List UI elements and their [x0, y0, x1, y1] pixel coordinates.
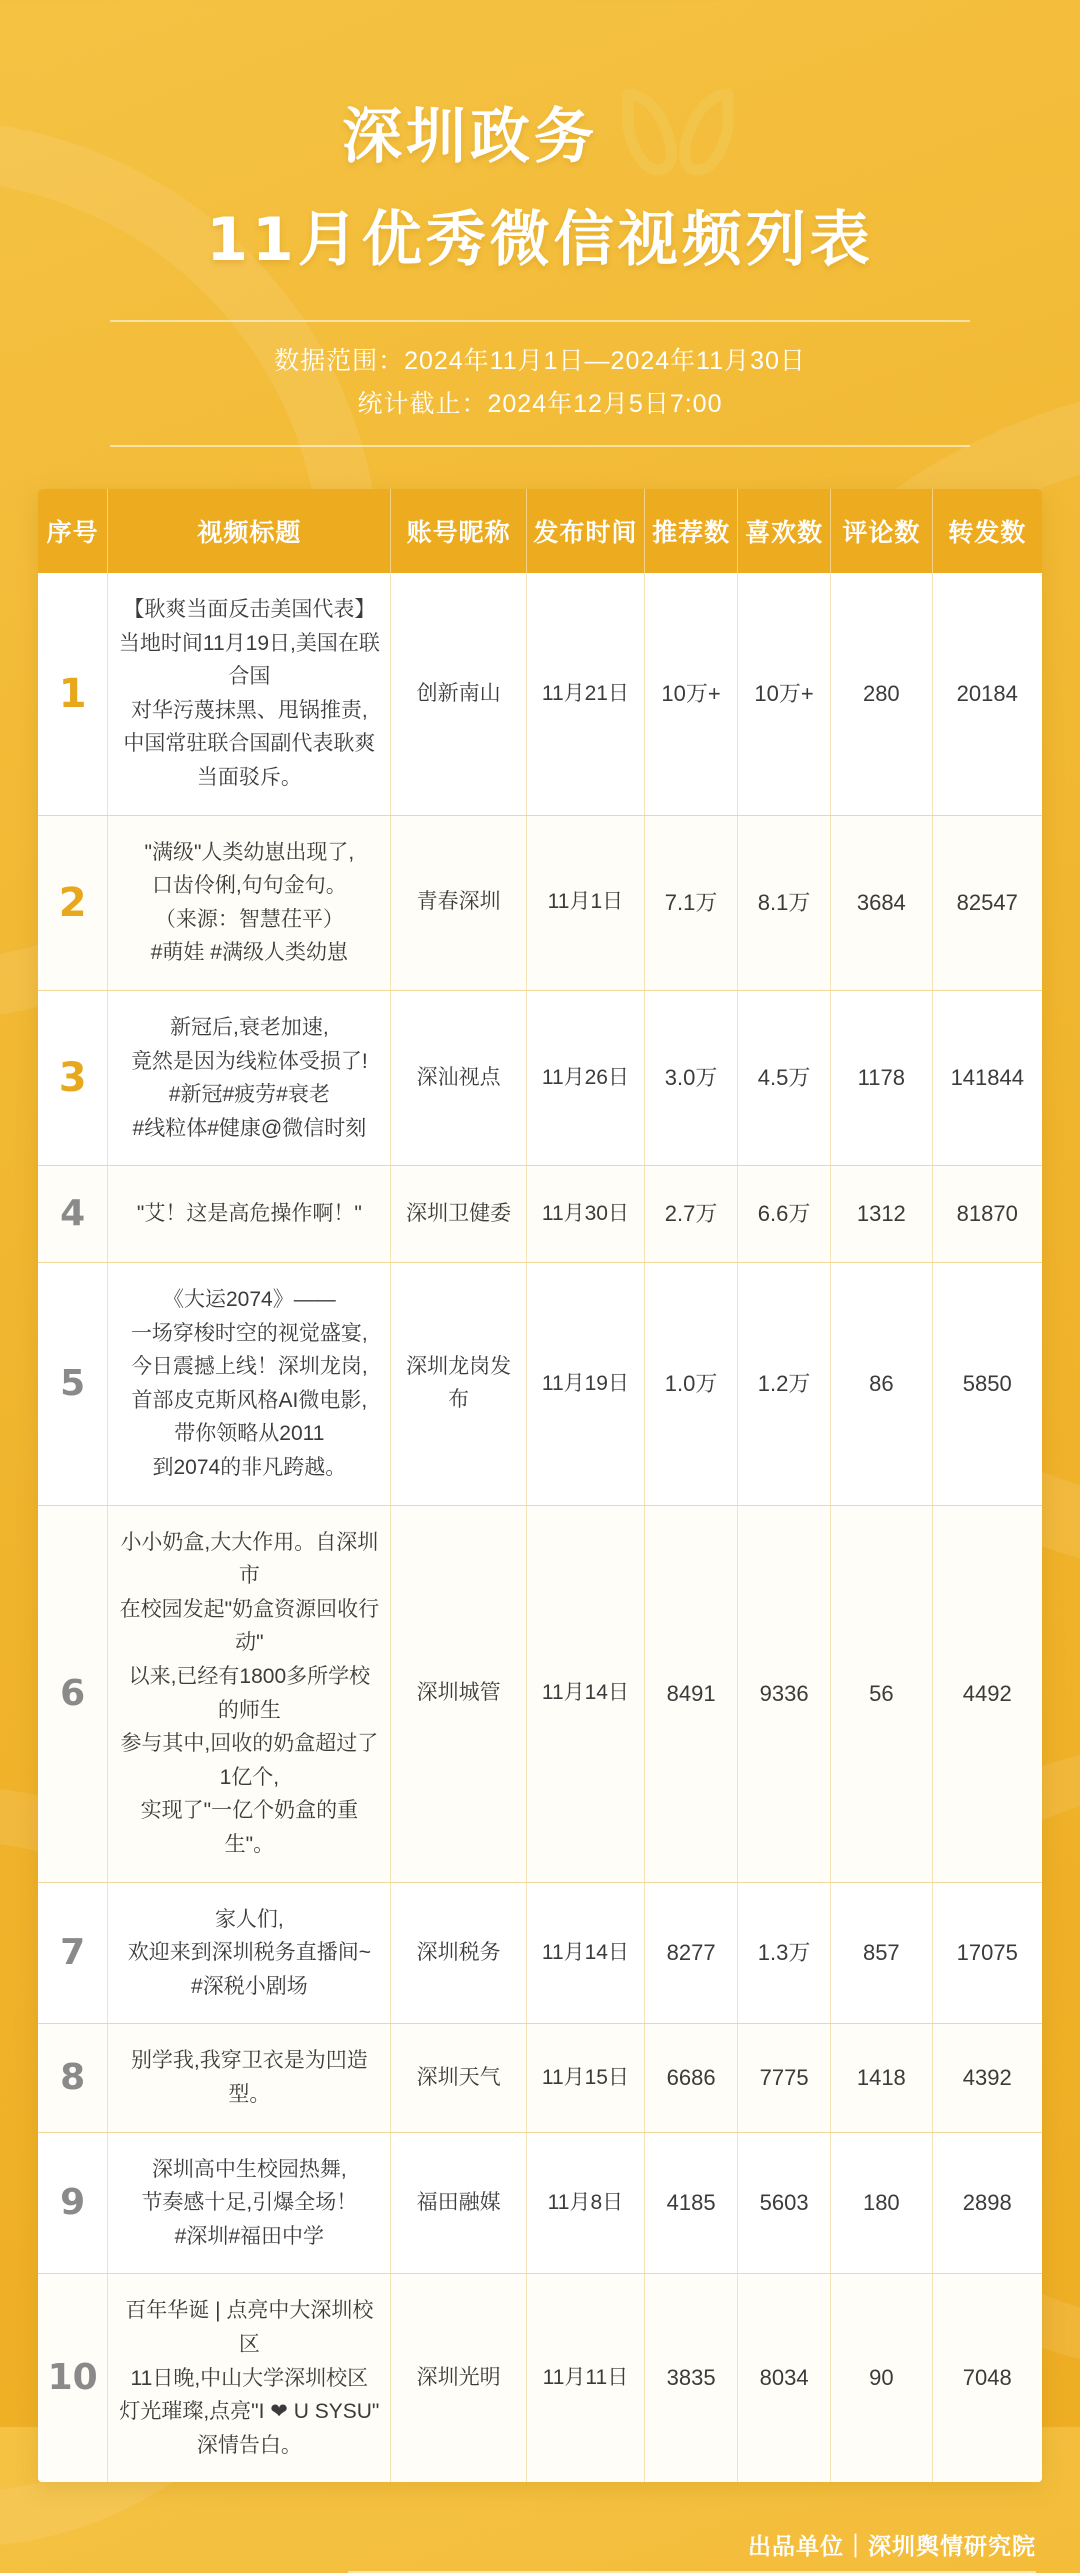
table-row	[38, 1505, 1042, 1882]
cell-comment-count: 56	[831, 1505, 932, 1882]
cell-account-name: 深圳卫健委	[391, 1166, 526, 1263]
cell-like-count: 1.3万	[738, 1882, 831, 2024]
table-row	[38, 990, 1042, 1165]
cell-account-name: 深圳光明	[391, 2274, 526, 2482]
rank-number: 10	[47, 2357, 98, 2399]
cell-like-count: 8.1万	[738, 815, 831, 990]
cell-like-count: 4.5万	[738, 990, 831, 1165]
publisher-text: 出品单位｜深圳舆情研究院	[348, 2528, 1036, 2573]
rank-number: 4	[60, 1193, 86, 1235]
table-row	[38, 2274, 1042, 2482]
cell-recommend-count: 2.7万	[645, 1166, 738, 1263]
cell-comment-count: 3684	[831, 815, 932, 990]
table-body	[38, 573, 1042, 2482]
column-header-title: 视频标题	[108, 489, 391, 573]
cell-share-count: 7048	[932, 2274, 1042, 2482]
ranking-table	[38, 489, 1042, 2482]
column-header-like: 喜欢数	[738, 489, 831, 573]
cell-recommend-count: 3835	[645, 2274, 738, 2482]
cell-rank	[38, 2024, 108, 2132]
cell-publish-time: 11月1日	[526, 815, 644, 990]
cell-video-title: 新冠后,衰老加速, 竟然是因为线粒体受损了! #新冠#疲劳#衰老 #线粒体#健康@微信时刻	[108, 990, 391, 1165]
cell-rank	[38, 1505, 108, 1882]
cell-share-count: 20184	[932, 573, 1042, 815]
rank-number: 7	[60, 1932, 86, 1974]
column-header-time: 发布时间	[526, 489, 644, 573]
cell-rank	[38, 2274, 108, 2482]
table-row	[38, 2132, 1042, 2274]
cell-recommend-count: 6686	[645, 2024, 738, 2132]
column-header-share: 转发数	[932, 489, 1042, 573]
cell-like-count: 6.6万	[738, 1166, 831, 1263]
meta-block	[110, 320, 970, 447]
cell-account-name: 深圳城管	[391, 1505, 526, 1882]
column-header-account: 账号昵称	[391, 489, 526, 573]
poster-footer	[38, 2528, 1042, 2573]
title-row	[38, 86, 1042, 178]
cell-account-name: 青春深圳	[391, 815, 526, 990]
cell-comment-count: 1312	[831, 1166, 932, 1263]
cell-share-count: 4392	[932, 2024, 1042, 2132]
table-row	[38, 815, 1042, 990]
cell-account-name: 深圳龙岗发布	[391, 1263, 526, 1506]
cell-publish-time: 11月26日	[526, 990, 644, 1165]
shenzhen-wings-logo-icon	[618, 86, 738, 178]
page-title: 深圳政务	[342, 102, 598, 172]
cell-publish-time: 11月8日	[526, 2132, 644, 2274]
cell-comment-count: 280	[831, 573, 932, 815]
cell-video-title: 家人们, 欢迎来到深圳税务直播间~ #深税小剧场	[108, 1882, 391, 2024]
cell-publish-time: 11月14日	[526, 1882, 644, 2024]
column-header-rank: 序号	[38, 489, 108, 573]
rank-number: 8	[60, 2057, 86, 2099]
cell-rank	[38, 573, 108, 815]
cell-publish-time: 11月11日	[526, 2274, 644, 2482]
cell-rank	[38, 1166, 108, 1263]
cell-like-count: 9336	[738, 1505, 831, 1882]
cell-account-name: 福田融媒	[391, 2132, 526, 2274]
cell-rank	[38, 1263, 108, 1506]
cell-share-count: 5850	[932, 1263, 1042, 1506]
cell-video-title: 《大运2074》—— 一场穿梭时空的视觉盛宴, 今日震撼上线！深圳龙岗, 首部皮克斯风格AI微电影, 带你领略从2011 到2074的非凡跨越。	[108, 1263, 391, 1506]
cell-comment-count: 180	[831, 2132, 932, 2274]
cell-recommend-count: 1.0万	[645, 1263, 738, 1506]
cell-publish-time: 11月21日	[526, 573, 644, 815]
cell-comment-count: 90	[831, 2274, 932, 2482]
column-header-recommend: 推荐数	[645, 489, 738, 573]
ranking-table-container	[38, 489, 1042, 2482]
cell-rank	[38, 990, 108, 1165]
table-header	[38, 489, 1042, 573]
table-row	[38, 2024, 1042, 2132]
cell-share-count: 4492	[932, 1505, 1042, 1882]
table-row	[38, 1166, 1042, 1263]
cell-video-title: 深圳高中生校园热舞, 节奏感十足,引爆全场！ #深圳#福田中学	[108, 2132, 391, 2274]
cell-video-title: 百年华诞 | 点亮中大深圳校区 11日晚,中山大学深圳校区 灯光璀璨,点亮"I ❤ U SYSU" 深情告白。	[108, 2274, 391, 2482]
cell-video-title: 小小奶盒,大大作用。自深圳市 在校园发起"奶盒资源回收行动" 以来,已经有1800多所学校的师生 参与其中,回收的奶盒超过了1亿个, 实现了"一亿个奶盒的重生"。	[108, 1505, 391, 1882]
cell-recommend-count: 10万+	[645, 573, 738, 815]
rank-number: 5	[60, 1362, 86, 1404]
poster-header	[38, 0, 1042, 447]
cell-video-title: "艾！这是高危操作啊！"	[108, 1166, 391, 1263]
table-row	[38, 573, 1042, 815]
cell-like-count: 7775	[738, 2024, 831, 2132]
table-header-row	[38, 489, 1042, 573]
cell-publish-time: 11月19日	[526, 1263, 644, 1506]
cell-video-title: 别学我,我穿卫衣是为凹造型。	[108, 2024, 391, 2132]
cell-comment-count: 857	[831, 1882, 932, 2024]
rank-number: 9	[60, 2182, 86, 2224]
cell-recommend-count: 3.0万	[645, 990, 738, 1165]
cell-video-title: 【耿爽当面反击美国代表】 当地时间11月19日,美国在联合国 对华污蔑抹黑、甩锅推责, 中国常驻联合国副代表耿爽 当面驳斥。	[108, 573, 391, 815]
column-header-comment: 评论数	[831, 489, 932, 573]
cell-rank	[38, 1882, 108, 2024]
cell-like-count: 5603	[738, 2132, 831, 2274]
cell-share-count: 81870	[932, 1166, 1042, 1263]
cell-publish-time: 11月30日	[526, 1166, 644, 1263]
statistics-cutoff-text: 统计截止：2024年12月5日7:00	[357, 389, 723, 418]
page-subtitle: 11月优秀微信视频列表	[206, 205, 874, 275]
cell-account-name: 深圳天气	[391, 2024, 526, 2132]
rank-number: 3	[58, 1055, 87, 1102]
cell-account-name: 创新南山	[391, 573, 526, 815]
rank-number: 2	[58, 879, 87, 926]
cell-rank	[38, 815, 108, 990]
cell-video-title: "满级"人类幼崽出现了, 口齿伶俐,句句金句。 （来源：智慧茌平） #萌娃 #满级人类幼崽	[108, 815, 391, 990]
cell-recommend-count: 4185	[645, 2132, 738, 2274]
rank-number: 6	[60, 1672, 86, 1714]
cell-rank	[38, 2132, 108, 2274]
cell-like-count: 8034	[738, 2274, 831, 2482]
rank-number: 1	[58, 670, 87, 717]
cell-like-count: 1.2万	[738, 1263, 831, 1506]
cell-account-name: 深汕视点	[391, 990, 526, 1165]
cell-comment-count: 1178	[831, 990, 932, 1165]
cell-recommend-count: 7.1万	[645, 815, 738, 990]
cell-publish-time: 11月14日	[526, 1505, 644, 1882]
cell-account-name: 深圳税务	[391, 1882, 526, 2024]
cell-comment-count: 86	[831, 1263, 932, 1506]
cell-share-count: 82547	[932, 815, 1042, 990]
cell-share-count: 141844	[932, 990, 1042, 1165]
cell-recommend-count: 8277	[645, 1882, 738, 2024]
table-row	[38, 1882, 1042, 2024]
cell-like-count: 10万+	[738, 573, 831, 815]
cell-recommend-count: 8491	[645, 1505, 738, 1882]
cell-comment-count: 1418	[831, 2024, 932, 2132]
cell-publish-time: 11月15日	[526, 2024, 644, 2132]
data-range-text: 数据范围：2024年11月1日—2024年11月30日	[274, 347, 806, 375]
cell-share-count: 2898	[932, 2132, 1042, 2274]
table-row	[38, 1263, 1042, 1506]
cell-share-count: 17075	[932, 1882, 1042, 2024]
